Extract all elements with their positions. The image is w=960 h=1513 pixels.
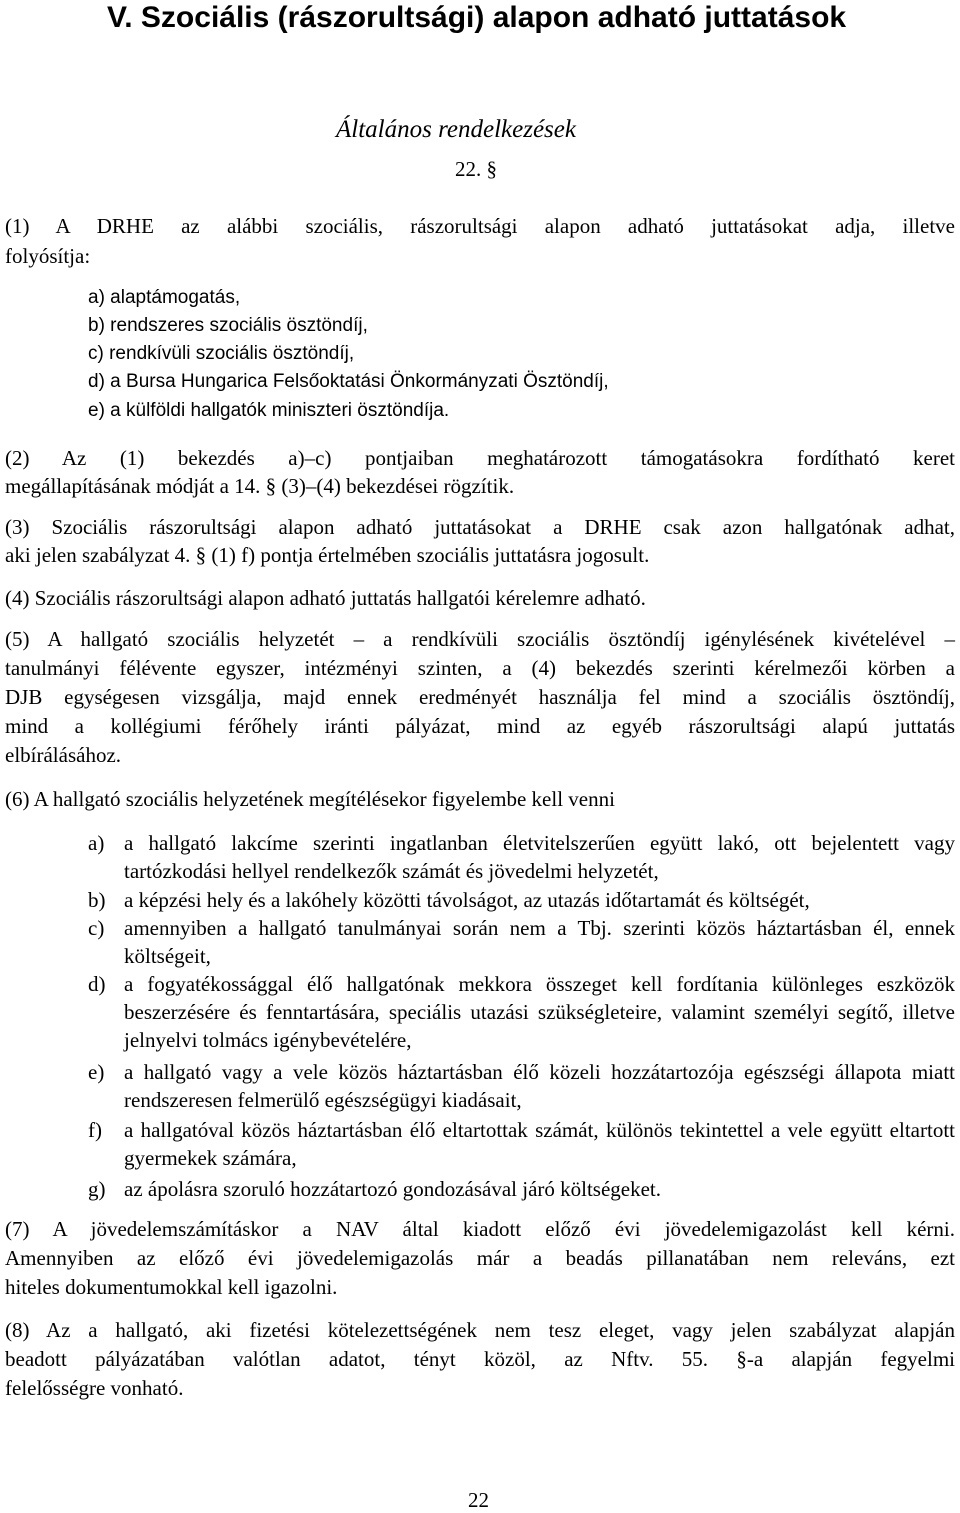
paragraph-5-line: tanulmányi félévente egyszer, intézményi szinten, a (4) bekezdés szerinti kérelmezői körben a bbox=[5, 656, 955, 680]
paragraph-5-line: DJB egységesen vizsgálja, majd ennek eredményét használja fel mind a szociális ösztöndíj, bbox=[5, 685, 955, 709]
paragraph-2-line: megállapításának módját a 14. § (3)–(4) bekezdései rögzítik. bbox=[5, 474, 515, 498]
chapter-title: V. Szociális (rászorultsági) alapon adható juttatások bbox=[107, 1, 847, 34]
page-number: 22 bbox=[468, 1488, 489, 1512]
list-item-marker: d) bbox=[88, 972, 106, 996]
list-item: d) a Bursa Hungarica Felsőoktatási Önkormányzati Ösztöndíj, bbox=[88, 371, 609, 392]
list-item-marker: g) bbox=[88, 1177, 106, 1201]
list-item: a hallgatóval közös háztartásban élő eltartottak számát, különös tekintettel a vele együtt eltartott gyermekek számára, bbox=[124, 1118, 955, 1170]
paragraph-7-line: (7) A jövedelemszámításkor a NAV által kiadott előző évi jövedelemigazolást kell kérni. bbox=[5, 1217, 955, 1241]
paragraph-5-line: elbírálásához. bbox=[5, 743, 122, 767]
paragraph-7-line: Amennyiben az előző évi jövedelemigazolás már a beadás pillanatában nem releváns, ezt bbox=[5, 1246, 955, 1270]
section-heading: Általános rendelkezések bbox=[336, 116, 576, 143]
list-item: b) rendszeres szociális ösztöndíj, bbox=[88, 315, 368, 336]
list-item-marker: f) bbox=[88, 1118, 102, 1142]
list-item-marker: b) bbox=[88, 888, 106, 912]
list-item-marker: c) bbox=[88, 916, 105, 940]
paragraph-1-line: (1) A DRHE az alábbi szociális, rászorultsági alapon adható juttatásokat adja, illetve bbox=[5, 214, 955, 238]
paragraph-8-line: beadott pályázatában valótlan adatot, tényt közöl, az Nftv. 55. §-a alapján fegyelmi bbox=[5, 1347, 955, 1371]
paragraph-number: 22. § bbox=[455, 157, 497, 181]
paragraph-5-line: mind a kollégiumi férőhely iránti pályázat, mind az egyéb rászorultsági alapú juttatás bbox=[5, 714, 955, 738]
paragraph-8-line: felelősségre vonható. bbox=[5, 1376, 184, 1400]
list-item-marker: e) bbox=[88, 1060, 105, 1084]
list-item: a hallgató vagy a vele közös háztartásban élő közeli hozzátartozója egészségi állapota miatt rendszeresen felmerülő egészségügyi kiadásait, bbox=[124, 1060, 955, 1112]
list-item-marker: a) bbox=[88, 831, 105, 855]
paragraph-3-line: aki jelen szabályzat 4. § (1) f) pontja értelmében szociális juttatásra jogosult. bbox=[5, 543, 650, 567]
list-item: az ápolásra szoruló hozzátartozó gondozásával járó költségeket. bbox=[124, 1177, 662, 1201]
paragraph-8-line: (8) Az a hallgató, aki fizetési kötelezettségének nem tesz eleget, vagy jelen szabályzat alapján bbox=[5, 1318, 955, 1342]
list-item: a képzési hely és a lakóhely közötti távolságot, az utazás időtartamát és költségét, bbox=[124, 888, 810, 912]
paragraph-2-line: (2) Az (1) bekezdés a)–c) pontjaiban meghatározott támogatásokra fordítható keret bbox=[5, 446, 955, 470]
paragraph-3-line: (3) Szociális rászorultsági alapon adható juttatásokat a DRHE csak azon hallgatónak adhat, bbox=[5, 515, 955, 539]
paragraph-4: (4) Szociális rászorultsági alapon adható juttatás hallgatói kérelemre adható. bbox=[5, 586, 646, 610]
list-item: a fogyatékossággal élő hallgatónak mekkora összeget kell fordítania különleges eszközök beszerzésére és fenntartására, speciális utazási szükségleteire, valamint személyi segítő, illetve jelnyelvi tolmács igénybevételére, bbox=[124, 972, 955, 1052]
paragraph-7-line: hiteles dokumentumokkal kell igazolni. bbox=[5, 1275, 338, 1299]
paragraph-5-line: (5) A hallgató szociális helyzetét – a rendkívüli szociális ösztöndíj igénylésének kivételével – bbox=[5, 627, 955, 651]
paragraph-6-intro: (6) A hallgató szociális helyzetének megítélésekor figyelembe kell venni bbox=[5, 787, 615, 811]
list-item: e) a külföldi hallgatók miniszteri ösztöndíja. bbox=[88, 400, 450, 421]
list-item: a) alaptámogatás, bbox=[88, 287, 241, 308]
paragraph-1-line: folyósítja: bbox=[5, 244, 91, 268]
list-item: amennyiben a hallgató tanulmányai során nem a Tbj. szerinti közös háztartásban él, ennek költségeit, bbox=[124, 916, 955, 968]
list-item: a hallgató lakcíme szerinti ingatlanban életvitelszerűen együtt lakó, ott bejelentett vagy tartózkodási hellyel rendelkezők számát és jövedelmi helyzetét, bbox=[124, 831, 955, 883]
list-item: c) rendkívüli szociális ösztöndíj, bbox=[88, 343, 355, 364]
